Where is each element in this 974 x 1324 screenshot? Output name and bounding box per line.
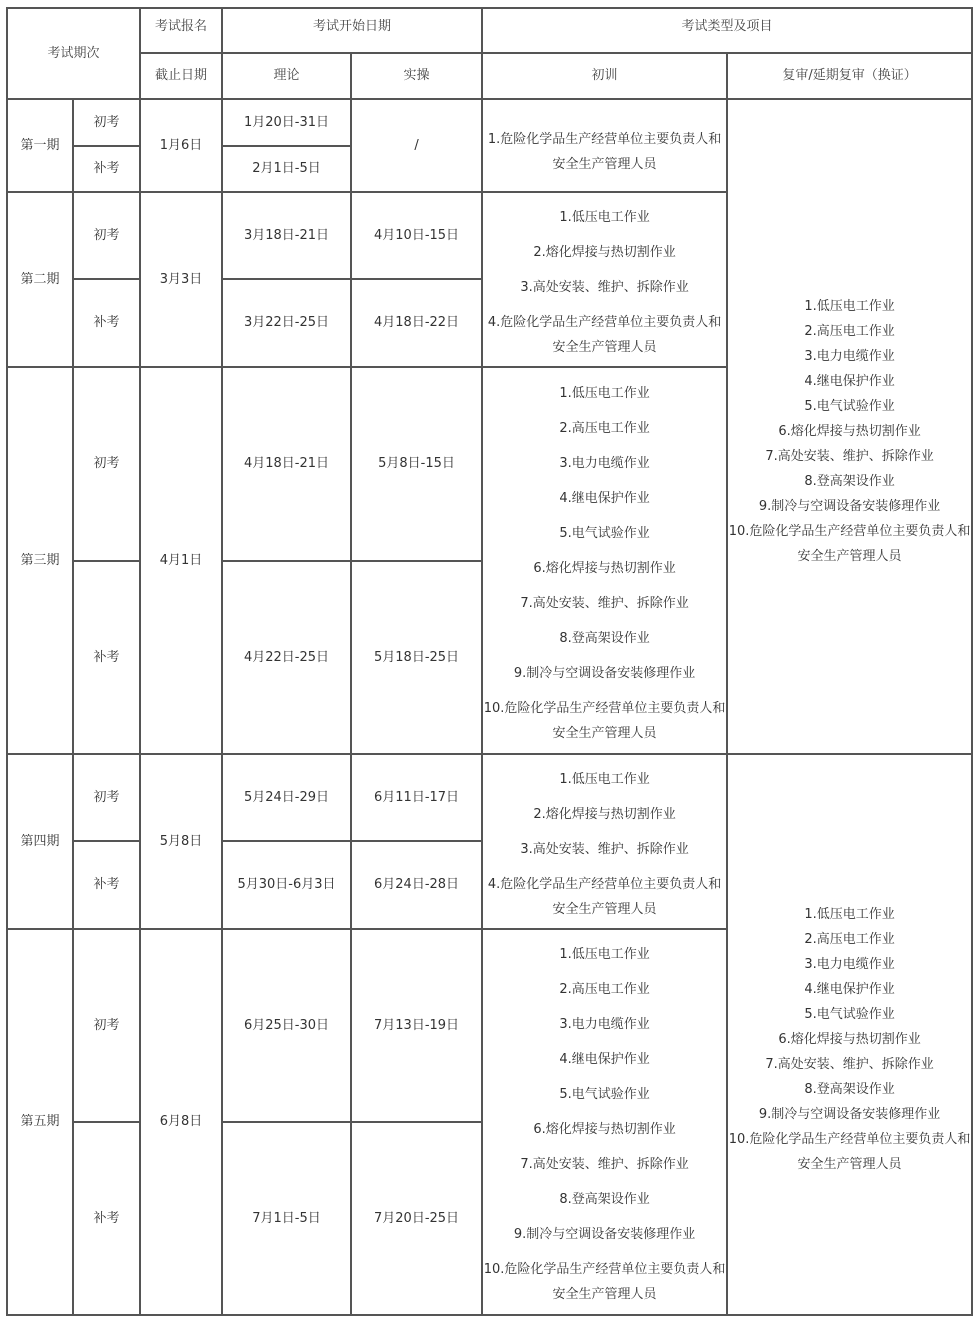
registration-deadline: 1月6日 xyxy=(140,99,222,192)
theory-date: 5月24日-29日 xyxy=(222,754,351,841)
exam-kind-first: 初考 xyxy=(73,754,140,841)
header-practical: 实操 xyxy=(351,53,482,99)
list-item: 3.高处安装、维护、拆除作业 xyxy=(520,841,689,857)
initial-training-list xyxy=(482,754,727,929)
exam-kind-makeup: 补考 xyxy=(73,841,140,929)
list-item: 1.低压电工作业 xyxy=(804,907,895,922)
list-item: 4.继电保护作业 xyxy=(804,982,895,997)
list-item: 3.电力电缆作业 xyxy=(559,455,650,471)
list-item: 10.危险化学品生产经营单位主要负责人和安全生产管理人员 xyxy=(483,700,726,741)
list-item: 4.继电保护作业 xyxy=(559,490,650,506)
list-item: 5.电气试验作业 xyxy=(804,399,895,414)
list-item: 9.制冷与空调设备安装修理作业 xyxy=(758,499,941,514)
theory-date: 3月18日-21日 xyxy=(222,192,351,279)
exam-kind-makeup: 补考 xyxy=(73,279,140,367)
exam-kind-makeup: 补考 xyxy=(73,1122,140,1315)
list-item: 6.熔化焊接与热切割作业 xyxy=(778,1032,921,1047)
practical-date: 6月11日-17日 xyxy=(351,754,482,841)
list-item: 7.高处安装、维护、拆除作业 xyxy=(520,1157,689,1172)
renewal-list xyxy=(727,99,972,754)
header-exam-type: 考试类型及项目 xyxy=(482,8,972,53)
exam-kind-first: 初考 xyxy=(73,99,140,146)
initial-training-list xyxy=(482,367,727,754)
theory-date: 5月30日-6月3日 xyxy=(222,841,351,929)
theory-date: 4月22日-25日 xyxy=(222,561,351,754)
list-item: 7.高处安装、维护、拆除作业 xyxy=(765,1057,934,1072)
registration-deadline: 5月8日 xyxy=(140,754,222,929)
exam-kind-makeup: 补考 xyxy=(73,146,140,192)
list-item: 1.低压电工作业 xyxy=(559,771,650,787)
registration-deadline: 6月8日 xyxy=(140,929,222,1315)
list-item: 2.熔化焊接与热切割作业 xyxy=(533,806,676,822)
list-item: 4.危险化学品生产经营单位主要负责人和安全生产管理人员 xyxy=(487,314,722,355)
theory-date: 3月22日-25日 xyxy=(222,279,351,367)
list-item: 3.高处安装、维护、拆除作业 xyxy=(520,279,689,295)
list-item: 4.危险化学品生产经营单位主要负责人和安全生产管理人员 xyxy=(487,876,722,917)
list-item: 8.登高架设作业 xyxy=(804,1082,895,1097)
list-item: 4.继电保护作业 xyxy=(804,374,895,389)
list-item: 8.登高架设作业 xyxy=(559,1192,650,1207)
list-item: 1.低压电工作业 xyxy=(804,299,895,314)
list-item: 2.高压电工作业 xyxy=(804,932,895,947)
list-item: 3.电力电缆作业 xyxy=(559,1017,650,1032)
list-item: 1.低压电工作业 xyxy=(559,209,650,225)
list-item: 2.高压电工作业 xyxy=(804,324,895,339)
list-item: 1.低压电工作业 xyxy=(559,385,650,401)
list-item: 5.电气试验作业 xyxy=(559,1087,650,1102)
header-theory: 理论 xyxy=(222,53,351,99)
practical-date: 4月10日-15日 xyxy=(351,192,482,279)
exam-kind-makeup: 补考 xyxy=(73,561,140,754)
header-start-date: 考试开始日期 xyxy=(222,8,482,53)
initial-training-list xyxy=(482,99,727,192)
header-registration: 考试报名 xyxy=(140,8,222,53)
practical-date: / xyxy=(351,99,482,192)
registration-deadline: 4月1日 xyxy=(140,367,222,754)
theory-date: 2月1日-5日 xyxy=(222,146,351,192)
practical-date: 5月18日-25日 xyxy=(351,561,482,754)
theory-date: 1月20日-31日 xyxy=(222,99,351,146)
list-item: 7.高处安装、维护、拆除作业 xyxy=(520,595,689,611)
initial-training-list xyxy=(482,929,727,1315)
exam-kind-first: 初考 xyxy=(73,929,140,1122)
list-item: 5.电气试验作业 xyxy=(559,525,650,541)
theory-date: 6月25日-30日 xyxy=(222,929,351,1122)
list-item: 4.继电保护作业 xyxy=(559,1052,650,1067)
list-item: 8.登高架设作业 xyxy=(559,630,650,646)
initial-training-list xyxy=(482,192,727,367)
list-item: 9.制冷与空调设备安装修理作业 xyxy=(513,1227,696,1242)
list-item: 3.电力电缆作业 xyxy=(804,957,895,972)
period-name: 第五期 xyxy=(7,929,73,1315)
exam-kind-first: 初考 xyxy=(73,192,140,279)
list-item: 8.登高架设作业 xyxy=(804,474,895,489)
registration-deadline: 3月3日 xyxy=(140,192,222,367)
renewal-list xyxy=(727,754,972,1315)
theory-date: 4月18日-21日 xyxy=(222,367,351,561)
header-period: 考试期次 xyxy=(7,8,140,99)
list-item: 6.熔化焊接与热切割作业 xyxy=(778,424,921,439)
period-name: 第四期 xyxy=(7,754,73,929)
exam-schedule-table xyxy=(6,7,973,1316)
list-item: 1.危险化学品生产经营单位主要负责人和安全生产管理人员 xyxy=(487,131,722,172)
practical-date: 5月8日-15日 xyxy=(351,367,482,561)
practical-date: 4月18日-22日 xyxy=(351,279,482,367)
practical-date: 7月20日-25日 xyxy=(351,1122,482,1315)
list-item: 6.熔化焊接与热切割作业 xyxy=(533,560,676,576)
list-item: 3.电力电缆作业 xyxy=(804,349,895,364)
list-item: 2.高压电工作业 xyxy=(559,982,650,997)
list-item: 2.高压电工作业 xyxy=(559,420,650,436)
list-item: 6.熔化焊接与热切割作业 xyxy=(533,1122,676,1137)
list-item: 5.电气试验作业 xyxy=(804,1007,895,1022)
list-item: 10.危险化学品生产经营单位主要负责人和安全生产管理人员 xyxy=(728,524,971,564)
header-registration-deadline: 截止日期 xyxy=(140,53,222,99)
list-item: 9.制冷与空调设备安装修理作业 xyxy=(513,665,696,681)
period-name: 第一期 xyxy=(7,99,73,192)
exam-kind-first: 初考 xyxy=(73,367,140,561)
list-item: 1.低压电工作业 xyxy=(559,947,650,962)
practical-date: 6月24日-28日 xyxy=(351,841,482,929)
list-item: 2.熔化焊接与热切割作业 xyxy=(533,244,676,260)
header-renewal: 复审/延期复审（换证） xyxy=(727,53,972,99)
list-item: 7.高处安装、维护、拆除作业 xyxy=(765,449,934,464)
header-initial-training: 初训 xyxy=(482,53,727,99)
practical-date: 7月13日-19日 xyxy=(351,929,482,1122)
list-item: 9.制冷与空调设备安装修理作业 xyxy=(758,1107,941,1122)
theory-date: 7月1日-5日 xyxy=(222,1122,351,1315)
list-item: 10.危险化学品生产经营单位主要负责人和安全生产管理人员 xyxy=(728,1132,971,1172)
period-name: 第三期 xyxy=(7,367,73,754)
list-item: 10.危险化学品生产经营单位主要负责人和安全生产管理人员 xyxy=(483,1262,726,1302)
period-name: 第二期 xyxy=(7,192,73,367)
